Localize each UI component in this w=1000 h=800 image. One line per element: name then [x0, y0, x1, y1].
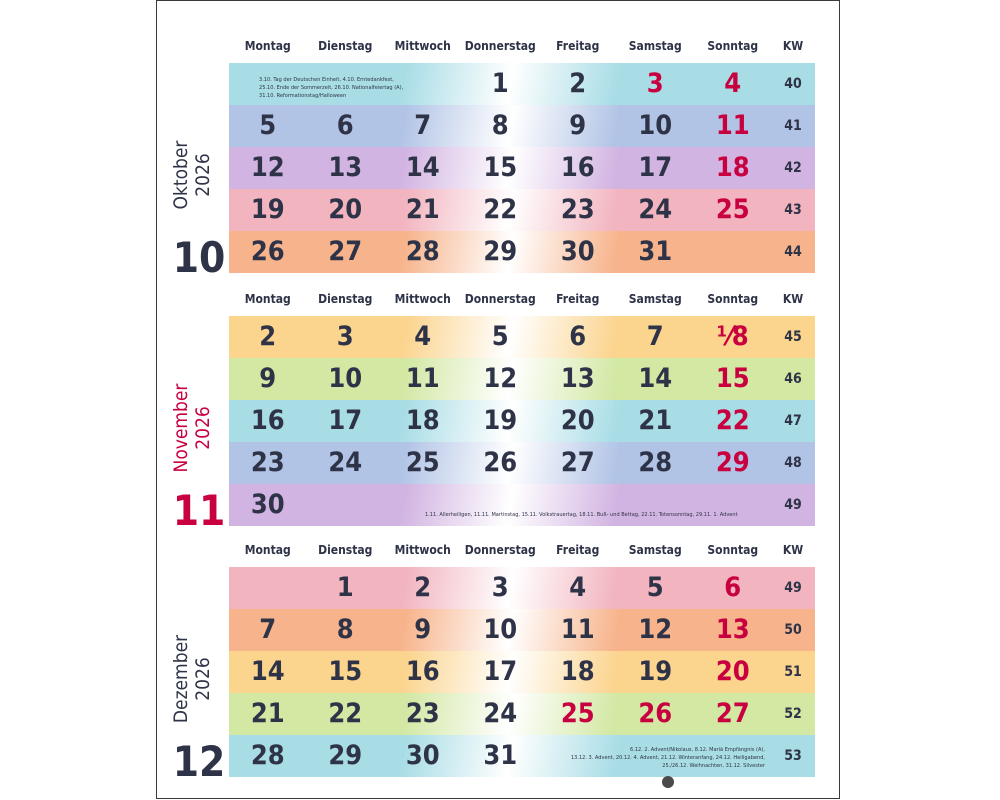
- day-cell: 24: [328, 447, 363, 478]
- week-row: [229, 316, 815, 358]
- calendar-sheet: [156, 0, 840, 799]
- day-cell: 9: [414, 614, 432, 645]
- day-cell: 6: [569, 321, 587, 352]
- month-year: 2026: [192, 406, 214, 450]
- week-row: [229, 105, 815, 147]
- day-cell: 18: [560, 656, 595, 687]
- day-cell: 30: [560, 236, 595, 267]
- week-number: 45: [784, 329, 802, 345]
- week-row: [229, 651, 815, 693]
- header-weekday: Montag: [244, 292, 291, 306]
- holiday-note: 1.11. Allerheiligen, 11.11. Martinstag, 15.11. Volkstrauertag, 18.11. Buß- und Bettag, 22.11. Totensonntag, 29.11. 1. Advent: [425, 512, 738, 518]
- day-cell: 14: [638, 363, 673, 394]
- month-number: 10: [172, 233, 226, 282]
- day-cell: 23: [405, 698, 440, 729]
- day-cell: 30: [405, 740, 440, 771]
- day-cell: 29: [715, 447, 750, 478]
- day-cell: 12: [483, 363, 518, 394]
- day-cell: 16: [405, 656, 440, 687]
- day-cell: 22: [483, 194, 518, 225]
- month-label: [157, 115, 227, 235]
- holiday-note: 6.12. 2. Advent/Nikolaus, 8.12. Mariä Empfängnis (A), 13.12. 3. Advent, 20.12. 4. Advent, 21.12. Winteranfang, 24.12. Heiligabend, 25./26.12. Weihnachten, 31.12. Silvester: [570, 747, 765, 769]
- day-cell: 31: [638, 236, 673, 267]
- weekday-header-row: [229, 29, 815, 63]
- month-label: [157, 619, 227, 739]
- day-cell: 8: [491, 110, 509, 141]
- weekday-header-row: [229, 282, 815, 316]
- day-cell: 11: [405, 363, 440, 394]
- header-weekday: Sonntag: [707, 292, 759, 306]
- day-cell: 8: [336, 614, 354, 645]
- month-november: [157, 282, 841, 544]
- day-cell: 4: [724, 68, 742, 99]
- week-row: [229, 567, 815, 609]
- week-number: 42: [784, 160, 802, 176]
- weekday-header-row: [229, 533, 815, 567]
- day-cell: 16: [560, 152, 595, 183]
- month-number: 12: [172, 737, 226, 786]
- day-cell: 5: [259, 110, 277, 141]
- header-weekday: Montag: [244, 39, 291, 53]
- header-weekday: Mittwoch: [394, 39, 451, 53]
- header-weekday: Montag: [244, 543, 291, 557]
- day-cell: ⅟8: [716, 321, 749, 352]
- day-cell: 18: [405, 405, 440, 436]
- header-weekday: Dienstag: [318, 543, 373, 557]
- header-weekday: Donnerstag: [464, 543, 536, 557]
- week-number: 41: [784, 118, 802, 134]
- week-number: 51: [784, 664, 802, 680]
- day-cell: 3: [491, 572, 509, 603]
- day-cell: 21: [250, 698, 285, 729]
- week-number: 44: [784, 244, 802, 260]
- header-weekday: Freitag: [556, 292, 600, 306]
- month-october: [157, 29, 841, 291]
- day-cell: 7: [646, 321, 664, 352]
- day-cell: 7: [414, 110, 432, 141]
- header-kw: KW: [782, 39, 804, 53]
- day-cell: 14: [250, 656, 285, 687]
- week-number: 49: [784, 580, 802, 596]
- day-cell: 18: [715, 152, 750, 183]
- header-weekday: Freitag: [556, 39, 600, 53]
- day-cell: 20: [715, 656, 750, 687]
- day-cell: 3: [336, 321, 354, 352]
- week-number: 53: [784, 748, 802, 764]
- header-weekday: Samstag: [628, 39, 682, 53]
- week-number: 52: [784, 706, 802, 722]
- header-weekday: Samstag: [628, 543, 682, 557]
- day-cell: 3: [646, 68, 664, 99]
- header-weekday: Samstag: [628, 292, 682, 306]
- day-cell: 26: [250, 236, 285, 267]
- month-year: 2026: [192, 153, 214, 197]
- day-cell: 24: [638, 194, 673, 225]
- day-cell: 4: [414, 321, 432, 352]
- day-cell: 23: [560, 194, 595, 225]
- day-cell: 10: [638, 110, 673, 141]
- header-weekday: Donnerstag: [464, 292, 536, 306]
- day-cell: 6: [336, 110, 354, 141]
- day-cell: 19: [483, 405, 518, 436]
- day-cell: 4: [569, 572, 587, 603]
- day-cell: 9: [569, 110, 587, 141]
- day-cell: 30: [250, 489, 285, 520]
- day-cell: 27: [560, 447, 595, 478]
- day-cell: 25: [560, 698, 595, 729]
- week-row: [229, 189, 815, 231]
- day-cell: 15: [483, 152, 518, 183]
- day-cell: 5: [491, 321, 509, 352]
- day-cell: 25: [405, 447, 440, 478]
- week-row: [229, 609, 815, 651]
- header-weekday: Dienstag: [318, 39, 373, 53]
- week-number: 49: [784, 497, 802, 513]
- week-row: [229, 231, 815, 273]
- day-cell: 13: [328, 152, 363, 183]
- day-cell: 29: [328, 740, 363, 771]
- day-cell: 26: [483, 447, 518, 478]
- day-cell: 7: [259, 614, 277, 645]
- week-number: 43: [784, 202, 802, 218]
- publisher-logo-icon: [662, 776, 674, 788]
- day-cell: 31: [483, 740, 518, 771]
- header-weekday: Sonntag: [707, 39, 759, 53]
- week-row: [229, 693, 815, 735]
- day-cell: 10: [483, 614, 518, 645]
- day-cell: 11: [560, 614, 595, 645]
- header-weekday: Donnerstag: [464, 39, 536, 53]
- header-weekday: Dienstag: [318, 292, 373, 306]
- month-name: Dezember: [170, 634, 192, 724]
- day-cell: 13: [560, 363, 595, 394]
- header-kw: KW: [782, 292, 804, 306]
- header-kw: KW: [782, 543, 804, 557]
- day-cell: 17: [483, 656, 518, 687]
- week-row: [229, 442, 815, 484]
- day-cell: 22: [328, 698, 363, 729]
- day-cell: 20: [328, 194, 363, 225]
- day-cell: 21: [405, 194, 440, 225]
- week-number: 47: [784, 413, 802, 429]
- day-cell: 1: [336, 572, 354, 603]
- day-cell: 14: [405, 152, 440, 183]
- day-cell: 2: [414, 572, 432, 603]
- day-cell: 21: [638, 405, 673, 436]
- week-number: 48: [784, 455, 802, 471]
- day-cell: 6: [724, 572, 742, 603]
- header-weekday: Freitag: [556, 543, 600, 557]
- week-number: 50: [784, 622, 802, 638]
- day-cell: 12: [638, 614, 673, 645]
- header-weekday: Mittwoch: [394, 292, 451, 306]
- week-row: [229, 484, 815, 526]
- day-cell: 15: [328, 656, 363, 687]
- day-cell: 28: [405, 236, 440, 267]
- month-label: [157, 368, 227, 488]
- month-name: November: [170, 383, 192, 473]
- day-cell: 22: [715, 405, 750, 436]
- day-cell: 20: [560, 405, 595, 436]
- month-name: Oktober: [170, 140, 192, 210]
- day-cell: 25: [715, 194, 750, 225]
- day-cell: 9: [259, 363, 277, 394]
- day-cell: 16: [250, 405, 285, 436]
- day-cell: 27: [715, 698, 750, 729]
- day-cell: 19: [638, 656, 673, 687]
- week-row: [229, 400, 815, 442]
- day-cell: 5: [646, 572, 664, 603]
- month-december: [157, 533, 841, 795]
- day-cell: 27: [328, 236, 363, 267]
- day-cell: 2: [259, 321, 277, 352]
- week-row: [229, 147, 815, 189]
- month-number: 11: [172, 486, 226, 535]
- header-weekday: Mittwoch: [394, 543, 451, 557]
- day-cell: 24: [483, 698, 518, 729]
- day-cell: 28: [250, 740, 285, 771]
- day-cell: 10: [328, 363, 363, 394]
- day-cell: 28: [638, 447, 673, 478]
- week-row: [229, 358, 815, 400]
- header-weekday: Sonntag: [707, 543, 759, 557]
- day-cell: 11: [715, 110, 750, 141]
- day-cell: 2: [569, 68, 587, 99]
- week-number: 46: [784, 371, 802, 387]
- holiday-note: 3.10. Tag der Deutschen Einheit, 4.10. Erntedankfest, 25.10. Ende der Sommerzeit, 26.10. Nationalfeiertag (A), 31.10. Reformationstag/Halloween: [259, 77, 404, 99]
- month-grid: [229, 316, 815, 526]
- day-cell: 17: [328, 405, 363, 436]
- day-cell: 13: [715, 614, 750, 645]
- day-cell: 23: [250, 447, 285, 478]
- week-number: 40: [784, 76, 802, 92]
- day-cell: 19: [250, 194, 285, 225]
- day-cell: 29: [483, 236, 518, 267]
- day-cell: 12: [250, 152, 285, 183]
- day-cell: 26: [638, 698, 673, 729]
- month-year: 2026: [192, 657, 214, 701]
- day-cell: 17: [638, 152, 673, 183]
- day-cell: 1: [491, 68, 509, 99]
- day-cell: 15: [715, 363, 750, 394]
